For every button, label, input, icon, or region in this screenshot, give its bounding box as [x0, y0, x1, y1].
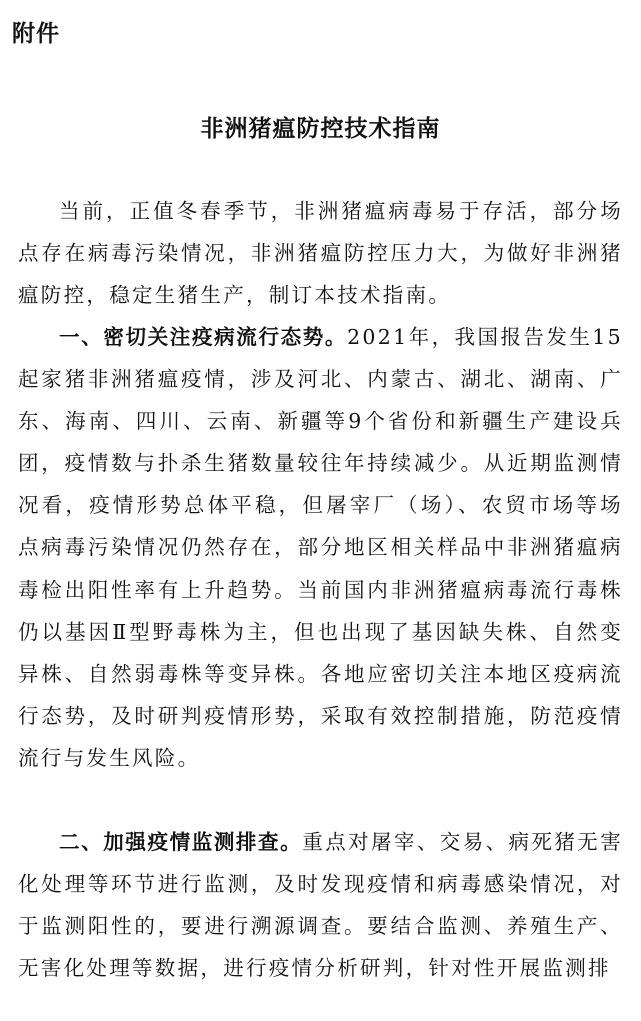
section-1-text: 2021年，我国报告发生15起家猪非洲猪瘟疫情，涉及河北、内蒙古、湖北、湖南、广东、海南、四川、云南、新疆等9个省份和新疆生产建设兵团，疫情数与扑杀生猪数量较往年持续减少。从近期监测情况看，疫情形势总体平稳，但屠宰厂（场）、农贸市场等场点病毒污染情况仍然存在，部分地区相关样品中非洲猪瘟病毒检出阳性率有上升趋势。当前国内非洲猪瘟病毒流行毒株仍以基因Ⅱ型野毒株为主，但也出现了基因缺失株、自然变异株、自然弱毒株等变异株。各地应密切关注本地区疫病流行态势，及时研判疫情形势，采取有效控制措施，防范疫情流行与发生风险。 [18, 325, 623, 770]
paragraph-intro-text: 当前，正值冬春季节，非洲猪瘟病毒易于存活，部分场点存在病毒污染情况，非洲猪瘟防控压力大，为做好非洲猪瘟防控，稳定生猪生产，制订本技术指南。 [18, 199, 623, 308]
paragraph-intro [18, 190, 623, 316]
section-2-heading: 二、加强疫情监测排查。 [59, 830, 303, 854]
paragraph-section-2 [18, 821, 623, 989]
section-2-text: 重点对屠宰、交易、病死猪无害化处理等环节进行监测，及时发现疫情和病毒感染情况，对于监测阳性的，要进行溯源调查。要结合监测、养殖生产、无害化处理等数据，进行疫情分析研判，针对性开展监测排 [18, 830, 623, 981]
paragraph-section-1 [18, 316, 623, 779]
document-title: 非洲猪瘟防控技术指南 [200, 116, 441, 142]
section-1-heading: 一、密切关注疫病流行态势。 [59, 325, 348, 349]
attachment-label: 附件 [12, 21, 60, 47]
